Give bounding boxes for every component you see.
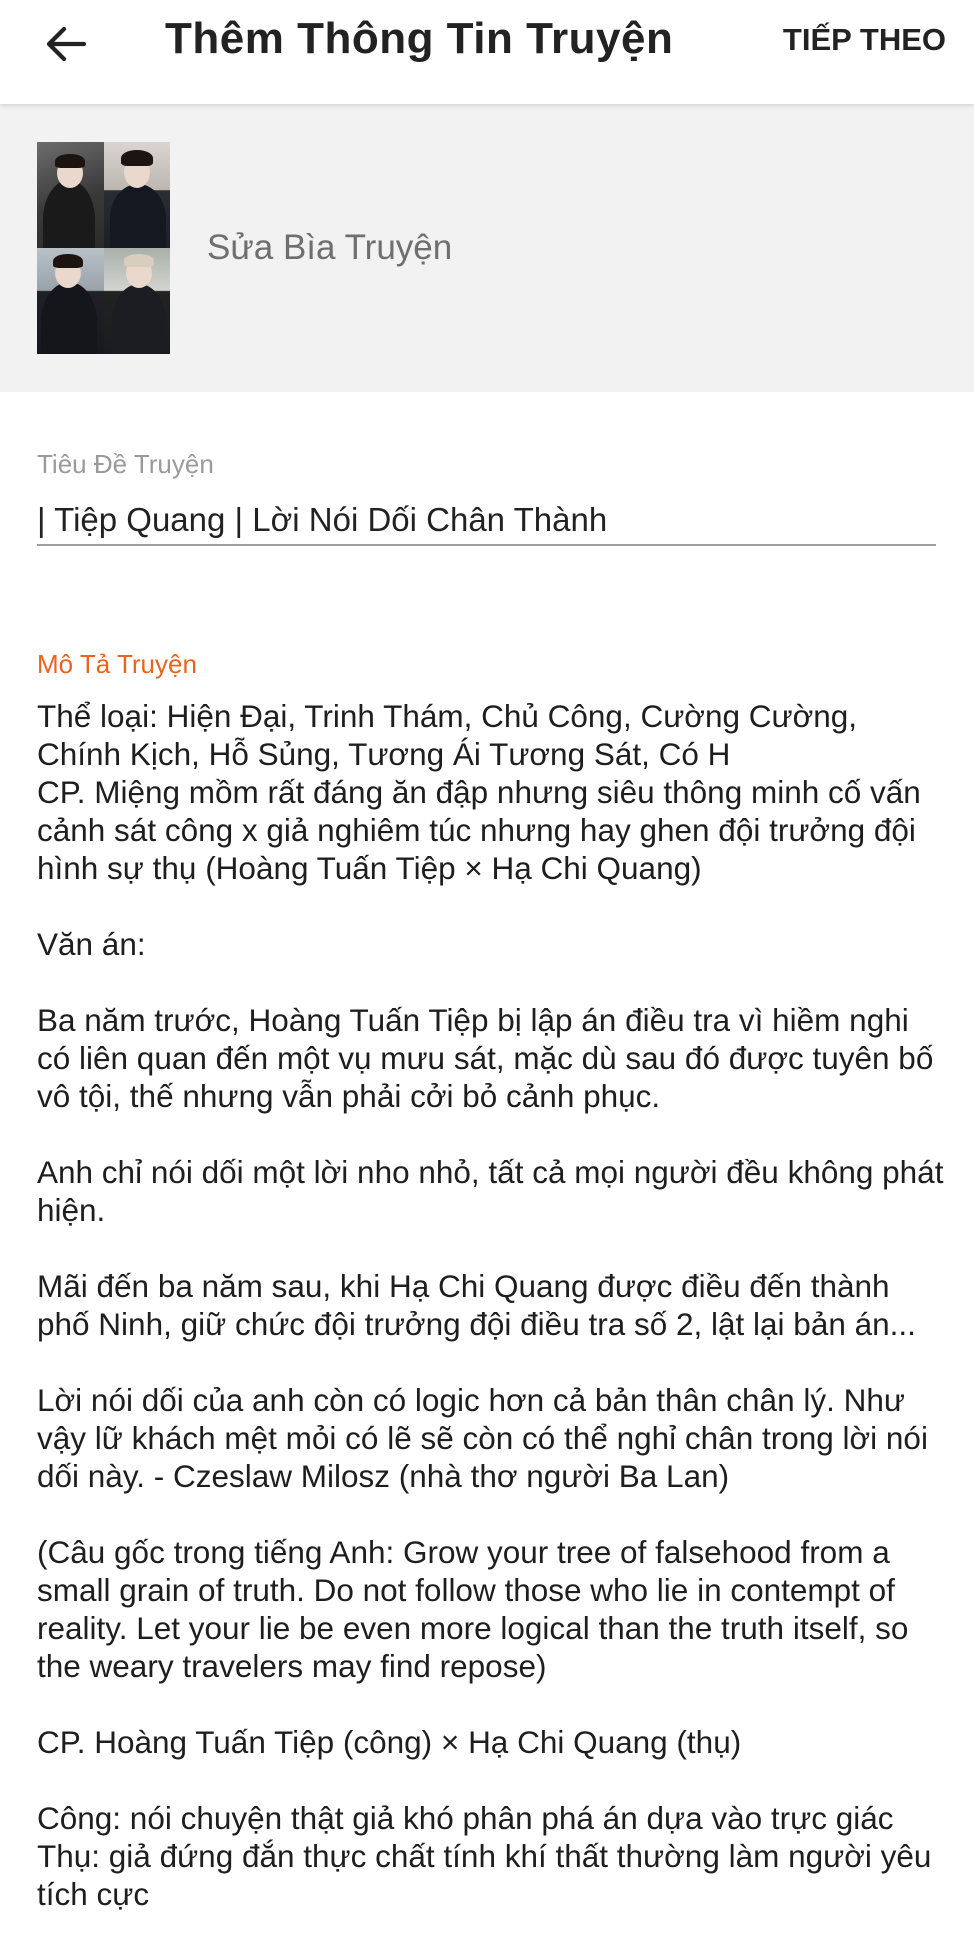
title-field-label: Tiêu Đề Truyện	[37, 449, 214, 479]
arrow-left-icon	[44, 22, 88, 66]
description-paragraph: CP. Hoàng Tuấn Tiệp (công) × Hạ Chi Quang (thụ)	[37, 1724, 742, 1760]
description-paragraph: Anh chỉ nói dối một lời nho nhỏ, tất cả mọi người đều không phát hiện.	[37, 1154, 944, 1228]
cover-photo-3	[37, 248, 104, 354]
cover-photo-2	[104, 142, 171, 248]
page-title: Thêm Thông Tin Truyện	[165, 14, 674, 63]
cover-image[interactable]	[37, 142, 170, 354]
cover-photo-4	[104, 248, 171, 354]
description-paragraph: Văn án:	[37, 926, 146, 962]
description-paragraph: Công: nói chuyện thật giả khó phân phá án dựa vào trực giác Thụ: giả đứng đắn thực chất tính khí thất thường làm người yêu tích cực	[37, 1800, 932, 1912]
cover-photo-1	[37, 142, 104, 248]
description-textarea[interactable]	[37, 697, 947, 1951]
story-title-input[interactable]	[37, 496, 936, 546]
description-paragraph: Ba năm trước, Hoàng Tuấn Tiệp bị lập án điều tra vì hiềm nghi có liên quan đến một vụ mưu sát, mặc dù sau đó được tuyên bố vô tội, thế nhưng vẫn phải cởi bỏ cảnh phục.	[37, 1002, 934, 1114]
cover-section	[0, 104, 974, 392]
description-paragraph: Lời nói dối của anh còn có logic hơn cả bản thân chân lý. Như vậy lữ khách mệt mỏi có lẽ sẽ còn có thể nghỉ chân trong lời nói dối này. - Czeslaw Milosz (nhà thơ người Ba Lan)	[37, 1382, 928, 1494]
description-paragraph: (Câu gốc trong tiếng Anh: Grow your tree of falsehood from a small grain of truth. Do not follow those who lie in contempt of reality. Let your lie be even more logical than the truth itself, so the weary travelers may find repose)	[37, 1534, 909, 1684]
next-button[interactable]: TIẾP THEO	[782, 22, 946, 57]
description-paragraph: Mãi đến ba năm sau, khi Hạ Chi Quang được điều đến thành phố Ninh, giữ chức đội trưởng đội điều tra số 2, lật lại bản án...	[37, 1268, 916, 1342]
description-paragraph: Thể loại: Hiện Đại, Trinh Thám, Chủ Công, Cường Cường, Chính Kịch, Hỗ Sủng, Tương Ái Tương Sát, Có H CP. Miệng mồm rất đáng ăn đập nhưng siêu thông minh cố vấn cảnh sát công x giả nghiêm túc nhưng hay ghen đội trưởng đội hình sự thụ (Hoàng Tuấn Tiệp × Hạ Chi Quang)	[37, 698, 921, 886]
edit-cover-button[interactable]: Sửa Bìa Truyện	[207, 228, 453, 267]
back-button[interactable]	[38, 16, 94, 72]
description-field-label: Mô Tả Truyện	[37, 649, 197, 679]
app-bar	[0, 0, 974, 104]
